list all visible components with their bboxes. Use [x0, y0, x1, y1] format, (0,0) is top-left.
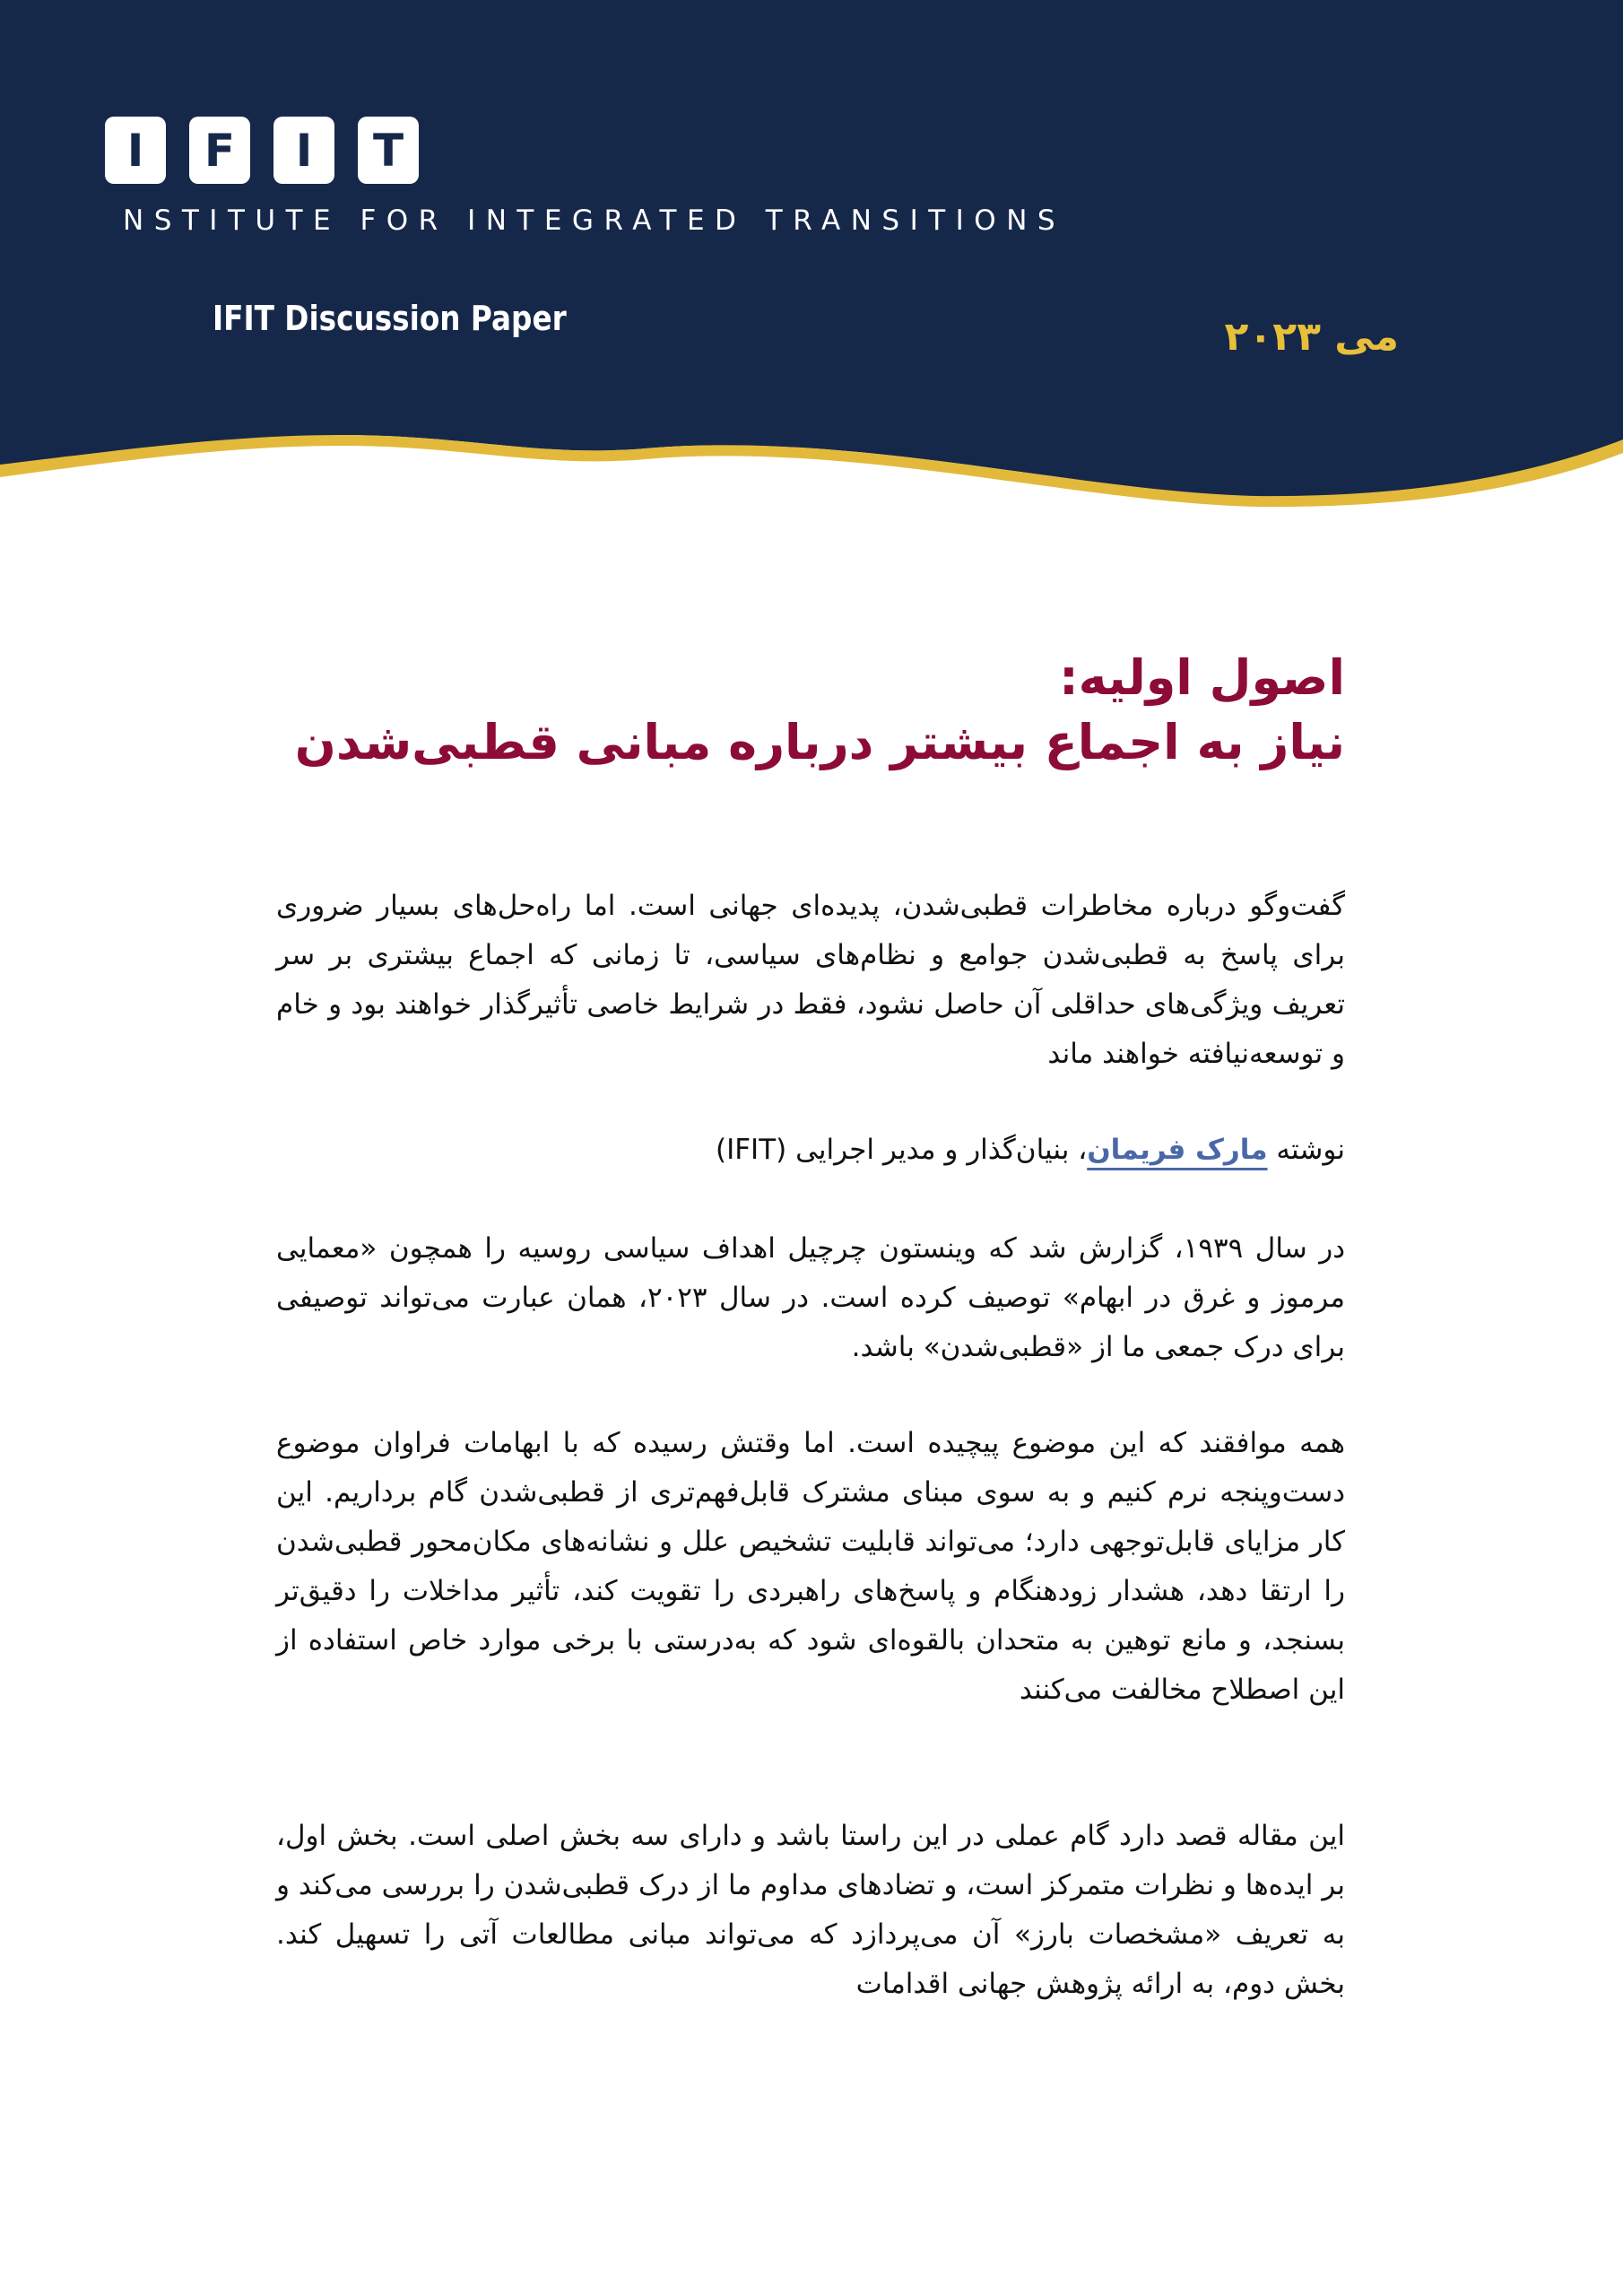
wave-decoration	[0, 0, 1623, 538]
series-label: IFIT Discussion Paper	[213, 299, 567, 338]
author-link[interactable]: مارک فریمان	[1087, 1134, 1268, 1166]
publication-date: می ۲۰۲۳	[1224, 314, 1399, 360]
ifit-logo	[105, 117, 419, 184]
intro-paragraph: گفت‌وگو درباره مخاطرات قطبی‌شدن، پدیده‌ای جهانی است. اما راه‌حل‌های بسیار ضروری برای پاسخ به قطبی‌شدن جوامع و نظام‌های سیاسی، تا زمانی که اجماع بیشتری بر سر تعریف ویژگی‌های حداقلی آن حاصل نشود، فقط در شرایط خاصی تأثیرگذار خواهند بود و خام و توسعه‌نیافته خواهند ماند	[276, 890, 1345, 1070]
body-paragraph: در سال ۱۹۳۹، گزارش شد که وینستون چرچیل اهداف سیاسی روسیه را همچون «معمایی مرموز و غرق در ابهام» توصیف کرده است. در سال ۲۰۲۳، همان عبارت می‌تواند توصیفی برای درک جمعی ما از «قطبی‌شدن» باشد.	[276, 1232, 1345, 1363]
logo-letter-box	[358, 117, 419, 184]
organization-name: NSTITUTE FOR INTEGRATED TRANSITIONS	[123, 204, 1066, 237]
logo-letter: I	[295, 124, 313, 177]
title-line-2: نیاز به اجماع بیشتر درباره مبانی قطبی‌شدن	[294, 714, 1345, 770]
byline	[276, 1126, 1345, 1175]
byline-prefix: نوشته	[1267, 1134, 1345, 1166]
navy-wave-fill	[0, 0, 1623, 496]
logo-letter-box	[273, 117, 334, 184]
logo-letter: I	[126, 124, 144, 177]
logo-letter-box	[189, 117, 250, 184]
byline-suffix: ، بنیان‌گذار و مدیر اجرایی (IFIT)	[715, 1134, 1088, 1166]
logo-letter-box	[105, 117, 166, 184]
body-paragraph: همه موافقند که این موضوع پیچیده است. اما وقتش رسیده که با ابهامات فراوان موضوع دست‌وپنجه نرم کنیم و به سوی مبنای مشترک قابل‌فهم‌تری از قطبی‌شدن گام برداریم. این کار مزایای قابل‌توجهی دارد؛ می‌تواند قابلیت تشخیص علل و نشانه‌های مکان‌محور قطبی‌شدن را ارتقا دهد، هشدار زودهنگام و پاسخ‌های راهبردی را تقویت کند، تأثیر مداخلات را دقیق‌تر بسنجد، و مانع توهین به متحدان بالقوه‌ای شود که به‌درستی با برخی موارد خاص استفاده از این اصطلاح مخالفت می‌کنند	[276, 1427, 1345, 1706]
logo-letter: F	[204, 124, 236, 177]
body-paragraph: این مقاله قصد دارد گام عملی در این راستا باشد و دارای سه بخش اصلی است. بخش اول، بر ایده‌ها و نظرات متمرکز است، و تضادهای مداوم ما از درک قطبی‌شدن را بررسی می‌کند و به تعریف «مشخصات بارز» آن می‌پردازد که می‌تواند مبانی مطالعات آتی را تسهیل کند. بخش دوم، به ارائه پژوهش جهانی اقدامات	[276, 1820, 1345, 2000]
title-line-1: اصول اولیه:	[1059, 649, 1345, 706]
document-title	[276, 646, 1345, 775]
logo-letter: T	[372, 124, 404, 177]
